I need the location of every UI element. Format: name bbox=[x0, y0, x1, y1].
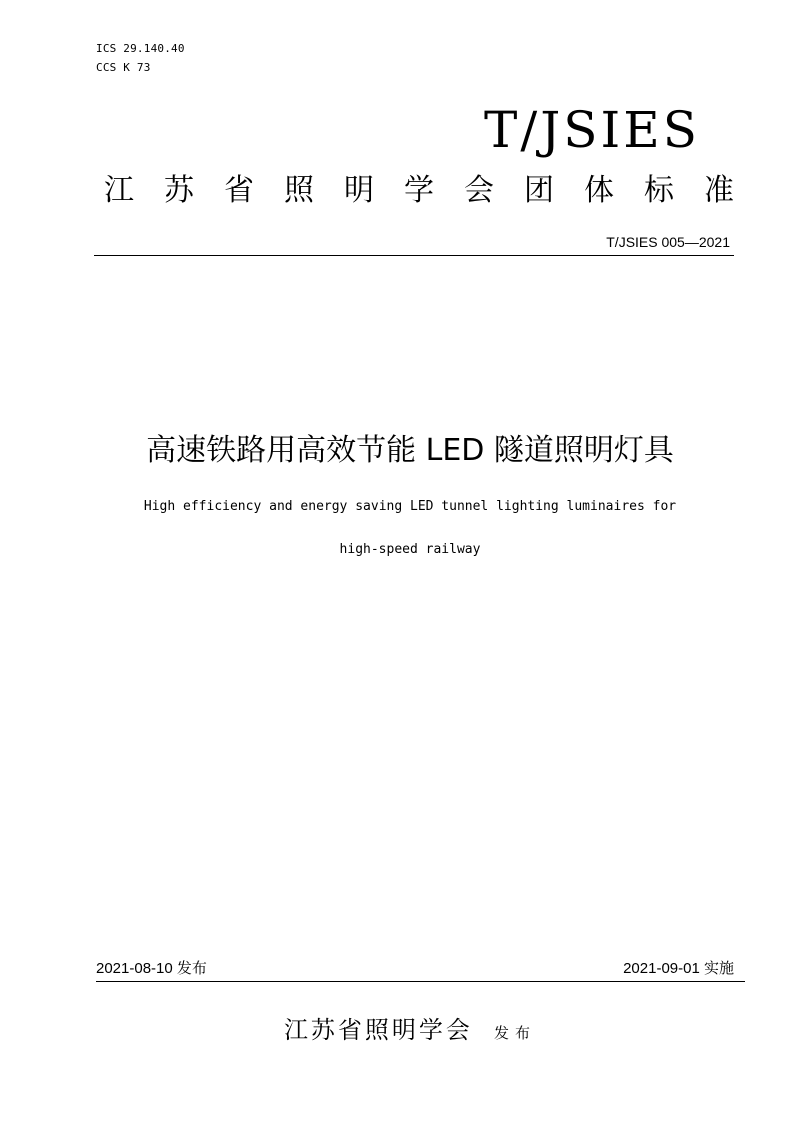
standard-type-char: 江 bbox=[104, 173, 134, 208]
publisher-name: 江苏省照明学会 bbox=[283, 1016, 473, 1044]
standard-type-char: 团 bbox=[524, 173, 554, 208]
document-title-chinese: 高速铁路用高效节能 LED 隧道照明灯具 bbox=[146, 433, 674, 468]
standard-type-char: 照 bbox=[284, 173, 314, 208]
header-divider bbox=[94, 255, 734, 256]
standard-number: T/JSIES 005—2021 bbox=[606, 234, 730, 250]
footer-divider bbox=[96, 981, 745, 982]
ics-code: ICS 29.140.40 bbox=[96, 42, 185, 55]
ccs-code: CCS K 73 bbox=[96, 61, 151, 74]
standard-type-char: 学 bbox=[404, 173, 434, 208]
standard-type-char: 会 bbox=[464, 173, 494, 208]
standard-type-char: 苏 bbox=[164, 173, 194, 208]
standard-type-char: 体 bbox=[584, 173, 614, 208]
issue-date: 2021-08-10 发布 bbox=[96, 960, 207, 977]
standard-brand-logo: T/JSIES bbox=[484, 101, 700, 159]
standard-type-heading bbox=[104, 166, 734, 216]
standard-type-char: 省 bbox=[224, 173, 254, 208]
standard-type-char: 明 bbox=[344, 173, 374, 208]
standard-type-char: 标 bbox=[644, 173, 674, 208]
publisher-suffix: 发布 bbox=[494, 1024, 537, 1042]
implementation-date: 2021-09-01 实施 bbox=[623, 960, 734, 977]
publisher bbox=[0, 1013, 800, 1050]
document-title-english-line-1: High efficiency and energy saving LED tunnel lighting luminaires for bbox=[143, 499, 677, 514]
standard-type-char: 准 bbox=[704, 173, 734, 208]
document-title-english-line-2: high-speed railway bbox=[339, 542, 481, 557]
